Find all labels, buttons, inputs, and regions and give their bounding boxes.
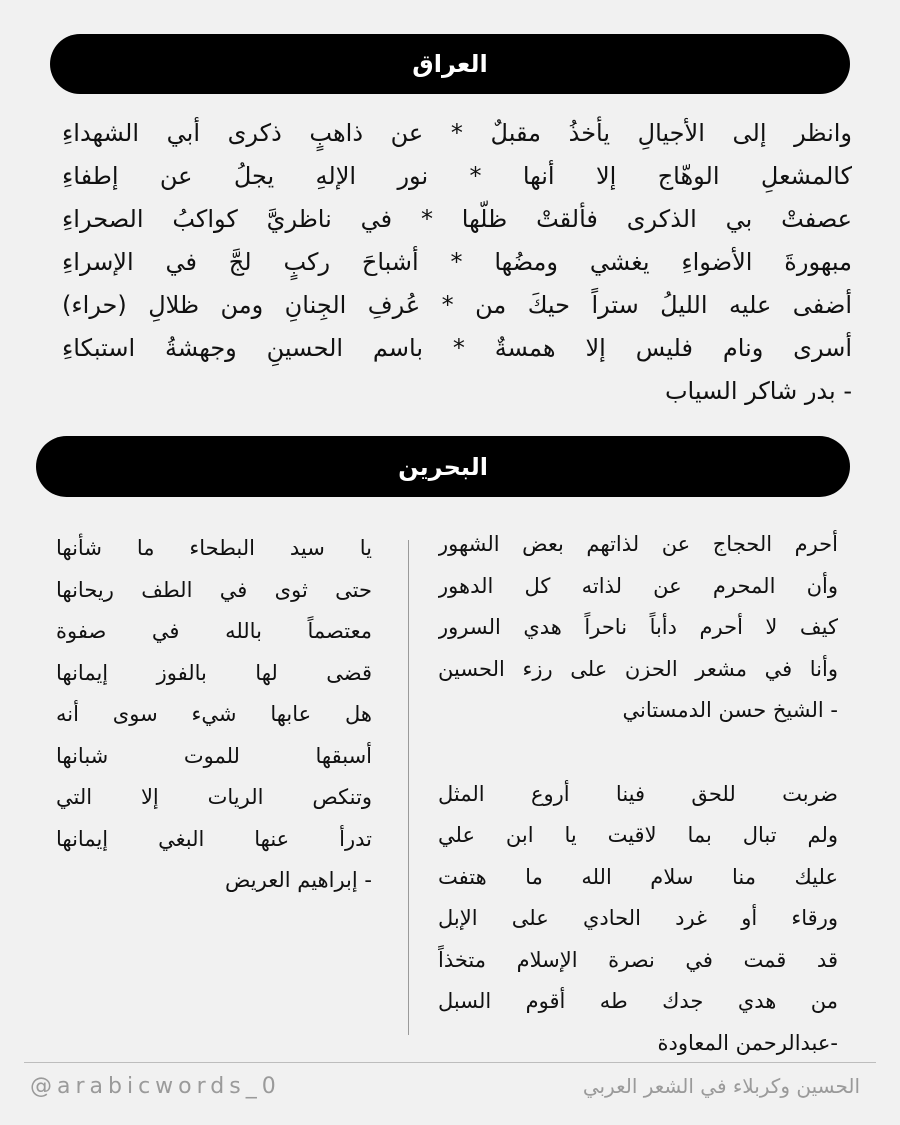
section-title-iraq: العراق: [412, 50, 488, 78]
poem-line: أسبقها للموت شبانها: [56, 743, 372, 768]
poem-line: ولم تبال بما لاقيت يا ابن علي: [438, 823, 838, 847]
section-header-iraq: [50, 34, 850, 94]
poem-iraq: [62, 112, 852, 413]
poem-line: ورقاء أو غرد الحادي على الإبل: [438, 906, 838, 930]
poem-line: هل عابها شيء سوى أنه: [56, 702, 372, 726]
poem-line: من هدي جدك طه أقوم السبل: [438, 989, 838, 1013]
footer-handle: @arabicwords_0: [30, 1074, 281, 1099]
poem-line: وتنكص الريات إلا التي: [56, 785, 372, 809]
poem-attribution: -عبدالرحمن المعاودة: [657, 1030, 838, 1055]
poem-line: يا سيد البطحاء ما شأنها: [56, 536, 372, 560]
poem-line: كيف لا أحرم دأباً ناحراً هدي السرور: [438, 615, 838, 639]
poem-line: قد قمت في نصرة الإسلام متخذاً: [438, 947, 838, 972]
poem-line: عليك منا سلام الله ما هتفت: [438, 864, 838, 889]
footer-title: الحسين وكربلاء في الشعر العربي: [582, 1074, 860, 1098]
poem-line: حتى ثوى في الطف ريحانها: [56, 577, 372, 602]
column-divider: [408, 540, 409, 1035]
poem-attribution: - الشيخ حسن الدمستاني: [622, 698, 838, 722]
poem-line: مبهورةَ الأضواءِ يغشي ومضُها * أشباحَ ركبٍ لجَّ في الإسراءِ: [62, 248, 852, 276]
poem-group-dumistani: [438, 524, 838, 732]
poem-line: كالمشعلِ الوهّاج إلا أنها * نور الإلهِ يجلُ عن إطفاءِ: [62, 162, 852, 190]
footer-divider: [24, 1062, 876, 1063]
poem-line: أضفى عليه الليلُ ستراً حيكَ من * عُرفِ الجِنانِ ومن ظلالِ (حراء): [62, 291, 852, 319]
section-header-bahrain: [36, 436, 850, 497]
poem-line: أحرم الحجاج عن لذاتهم بعض الشهور: [438, 532, 838, 556]
poem-line: عصفتْ بي الذكرى فألقتْ ظلّها * في ناظريَّ كواكبُ الصحراءِ: [62, 205, 852, 233]
poem-line: وانظر إلى الأجيالِ يأخذُ مقبلٌ * عن ذاهبٍ ذكرى أبي الشهداءِ: [62, 119, 852, 147]
poem-group-muawada: [438, 774, 838, 1065]
poem-line: تدرأ عنها البغي إيمانها: [56, 826, 372, 851]
poem-line: معتصماً بالله في صفوة: [56, 619, 372, 643]
poem-line: أسرى ونام فليس إلا همسةٌ * باسم الحسينِ وجهشةُ استبكاءِ: [62, 334, 852, 362]
poem-attribution: - بدر شاكر السياب: [664, 377, 852, 405]
poem-column-left: [56, 528, 372, 902]
section-title-bahrain: البحرين: [398, 452, 488, 481]
poem-line: وأنا في مشعر الحزن على رزء الحسين: [438, 656, 838, 681]
poem-line: وأن المحرم عن لذاته كل الدهور: [438, 573, 838, 598]
poem-line: قضى لها بالفوز إيمانها: [56, 660, 372, 685]
poem-column-right: [438, 524, 838, 1064]
poem-line: ضربت للحق فينا أروع المثل: [438, 781, 838, 806]
poem-attribution: - إبراهيم العريض: [225, 868, 372, 892]
